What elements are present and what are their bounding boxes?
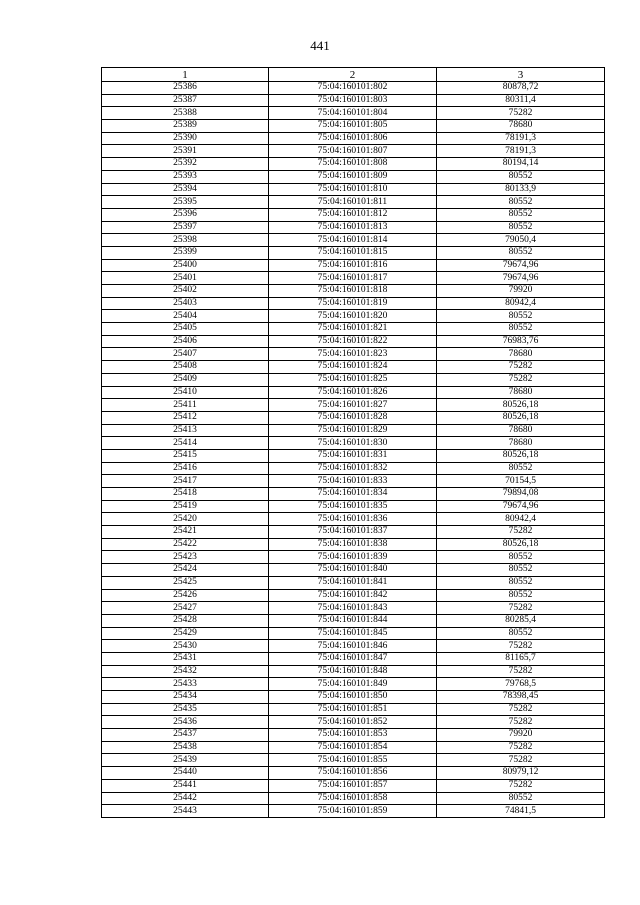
cadastral-number-cell: 75:04:160101:817 [269,272,437,285]
value-cell: 80552 [437,576,605,589]
row-number-cell: 25417 [102,475,269,488]
table-row [102,576,605,589]
table-row [102,94,605,107]
table-row [102,805,605,818]
value-cell: 81165,7 [437,652,605,665]
row-number-cell: 25436 [102,716,269,729]
table-row [102,462,605,475]
value-cell: 76983,76 [437,335,605,348]
row-number-cell: 25422 [102,538,269,551]
table-row [102,297,605,310]
table-row [102,145,605,158]
row-number-cell: 25407 [102,348,269,361]
cadastral-number-cell: 75:04:160101:827 [269,399,437,412]
column-header-2: 2 [269,68,437,82]
cadastral-number-cell: 75:04:160101:845 [269,627,437,640]
value-cell: 75282 [437,703,605,716]
cadastral-number-cell: 75:04:160101:809 [269,170,437,183]
row-number-cell: 25404 [102,310,269,323]
cadastral-number-cell: 75:04:160101:805 [269,120,437,133]
cadastral-number-cell: 75:04:160101:852 [269,716,437,729]
row-number-cell: 25405 [102,323,269,336]
row-number-cell: 25408 [102,361,269,374]
table-row [102,348,605,361]
row-number-cell: 25397 [102,221,269,234]
cadastral-number-cell: 75:04:160101:850 [269,691,437,704]
cadastral-number-cell: 75:04:160101:855 [269,754,437,767]
value-cell: 80526,18 [437,399,605,412]
table-row [102,500,605,513]
row-number-cell: 25426 [102,589,269,602]
value-cell: 78680 [437,120,605,133]
value-cell: 78680 [437,386,605,399]
row-number-cell: 25386 [102,82,269,95]
table-body [102,82,605,818]
row-number-cell: 25430 [102,640,269,653]
value-cell: 75282 [437,741,605,754]
cadastral-number-cell: 75:04:160101:806 [269,132,437,145]
column-header-3: 3 [437,68,605,82]
table-row [102,82,605,95]
value-cell: 75282 [437,361,605,374]
value-cell: 79920 [437,729,605,742]
table-row [102,132,605,145]
cadastral-number-cell: 75:04:160101:831 [269,449,437,462]
value-cell: 78680 [437,348,605,361]
row-number-cell: 25420 [102,513,269,526]
row-number-cell: 25423 [102,551,269,564]
value-cell: 79674,96 [437,259,605,272]
row-number-cell: 25439 [102,754,269,767]
row-number-cell: 25433 [102,678,269,691]
cadastral-number-cell: 75:04:160101:843 [269,602,437,615]
cadastral-number-cell: 75:04:160101:836 [269,513,437,526]
row-number-cell: 25416 [102,462,269,475]
cadastral-number-cell: 75:04:160101:838 [269,538,437,551]
row-number-cell: 25400 [102,259,269,272]
value-cell: 79674,96 [437,272,605,285]
cadastral-number-cell: 75:04:160101:823 [269,348,437,361]
value-cell: 78680 [437,437,605,450]
cadastral-number-cell: 75:04:160101:825 [269,373,437,386]
table-row [102,526,605,539]
value-cell: 78680 [437,424,605,437]
value-cell: 80552 [437,208,605,221]
row-number-cell: 25438 [102,741,269,754]
table-header [102,68,605,82]
cadastral-number-cell: 75:04:160101:837 [269,526,437,539]
value-cell: 75282 [437,526,605,539]
page-number: 441 [310,38,330,53]
row-number-cell: 25425 [102,576,269,589]
table-row [102,475,605,488]
table-row [102,449,605,462]
row-number-cell: 25406 [102,335,269,348]
cadastral-number-cell: 75:04:160101:858 [269,792,437,805]
value-cell: 80878,72 [437,82,605,95]
row-number-cell: 25391 [102,145,269,158]
row-number-cell: 25414 [102,437,269,450]
row-number-cell: 25434 [102,691,269,704]
table-row [102,259,605,272]
row-number-cell: 25401 [102,272,269,285]
value-cell: 79768,5 [437,678,605,691]
table-row [102,627,605,640]
cadastral-number-cell: 75:04:160101:826 [269,386,437,399]
table-row [102,792,605,805]
table-row [102,652,605,665]
value-cell: 75282 [437,665,605,678]
row-number-cell: 25437 [102,729,269,742]
column-header-1: 1 [102,68,269,82]
table-row [102,196,605,209]
table-row [102,678,605,691]
cadastral-number-cell: 75:04:160101:811 [269,196,437,209]
cadastral-number-cell: 75:04:160101:822 [269,335,437,348]
cadastral-number-cell: 75:04:160101:813 [269,221,437,234]
table-row [102,399,605,412]
value-cell: 75282 [437,716,605,729]
value-cell: 80552 [437,564,605,577]
table-row [102,767,605,780]
value-cell: 79674,96 [437,500,605,513]
row-number-cell: 25389 [102,120,269,133]
value-cell: 80133,9 [437,183,605,196]
row-number-cell: 25431 [102,652,269,665]
cadastral-number-cell: 75:04:160101:833 [269,475,437,488]
row-number-cell: 25441 [102,779,269,792]
cadastral-number-cell: 75:04:160101:804 [269,107,437,120]
value-cell: 80552 [437,462,605,475]
table-row [102,589,605,602]
row-number-cell: 25428 [102,614,269,627]
cadastral-number-cell: 75:04:160101:808 [269,158,437,171]
value-cell: 75282 [437,640,605,653]
cadastral-number-cell: 75:04:160101:842 [269,589,437,602]
value-cell: 80942,4 [437,297,605,310]
cadastral-number-cell: 75:04:160101:835 [269,500,437,513]
value-cell: 80526,18 [437,538,605,551]
value-cell: 75282 [437,779,605,792]
data-table [101,67,605,818]
value-cell: 79894,08 [437,488,605,501]
table-row [102,411,605,424]
row-number-cell: 25390 [102,132,269,145]
row-number-cell: 25418 [102,488,269,501]
table-row [102,373,605,386]
row-number-cell: 25440 [102,767,269,780]
table-row [102,361,605,374]
cadastral-number-cell: 75:04:160101:853 [269,729,437,742]
row-number-cell: 25432 [102,665,269,678]
table-row [102,246,605,259]
table-row [102,602,605,615]
row-number-cell: 25392 [102,158,269,171]
cadastral-number-cell: 75:04:160101:824 [269,361,437,374]
cadastral-number-cell: 75:04:160101:859 [269,805,437,818]
row-number-cell: 25387 [102,94,269,107]
table-row [102,208,605,221]
row-number-cell: 25393 [102,170,269,183]
cadastral-number-cell: 75:04:160101:841 [269,576,437,589]
row-number-cell: 25443 [102,805,269,818]
cadastral-number-cell: 75:04:160101:802 [269,82,437,95]
row-number-cell: 25442 [102,792,269,805]
cadastral-number-cell: 75:04:160101:846 [269,640,437,653]
cadastral-number-cell: 75:04:160101:815 [269,246,437,259]
table-row [102,488,605,501]
row-number-cell: 25412 [102,411,269,424]
cadastral-number-cell: 75:04:160101:810 [269,183,437,196]
cadastral-number-cell: 75:04:160101:812 [269,208,437,221]
table-row [102,564,605,577]
value-cell: 80552 [437,551,605,564]
table-row [102,272,605,285]
table-row [102,386,605,399]
table-row [102,716,605,729]
value-cell: 75282 [437,373,605,386]
value-cell: 80552 [437,627,605,640]
row-number-cell: 25403 [102,297,269,310]
table-row [102,754,605,767]
value-cell: 75282 [437,602,605,615]
table-row [102,424,605,437]
table-row [102,183,605,196]
value-cell: 80526,18 [437,449,605,462]
row-number-cell: 25399 [102,246,269,259]
row-number-cell: 25419 [102,500,269,513]
cadastral-number-cell: 75:04:160101:849 [269,678,437,691]
table-row [102,729,605,742]
table-row [102,614,605,627]
value-cell: 80979,12 [437,767,605,780]
header-row [102,68,605,82]
row-number-cell: 25402 [102,285,269,298]
row-number-cell: 25410 [102,386,269,399]
table-row [102,221,605,234]
table-row [102,323,605,336]
table-row [102,437,605,450]
table-row [102,538,605,551]
table-row [102,120,605,133]
cadastral-number-cell: 75:04:160101:818 [269,285,437,298]
cadastral-number-cell: 75:04:160101:839 [269,551,437,564]
value-cell: 75282 [437,107,605,120]
table-row [102,107,605,120]
row-number-cell: 25421 [102,526,269,539]
value-cell: 80552 [437,196,605,209]
table-row [102,691,605,704]
cadastral-number-cell: 75:04:160101:821 [269,323,437,336]
row-number-cell: 25396 [102,208,269,221]
value-cell: 79920 [437,285,605,298]
cadastral-number-cell: 75:04:160101:840 [269,564,437,577]
cadastral-number-cell: 75:04:160101:816 [269,259,437,272]
table-row [102,703,605,716]
cadastral-number-cell: 75:04:160101:819 [269,297,437,310]
table-row [102,310,605,323]
value-cell: 80552 [437,323,605,336]
table-row [102,158,605,171]
value-cell: 80552 [437,310,605,323]
cadastral-number-cell: 75:04:160101:844 [269,614,437,627]
row-number-cell: 25435 [102,703,269,716]
row-number-cell: 25411 [102,399,269,412]
cadastral-number-cell: 75:04:160101:834 [269,488,437,501]
table-row [102,741,605,754]
cadastral-number-cell: 75:04:160101:854 [269,741,437,754]
value-cell: 80552 [437,792,605,805]
row-number-cell: 25424 [102,564,269,577]
cadastral-number-cell: 75:04:160101:830 [269,437,437,450]
cadastral-number-cell: 75:04:160101:848 [269,665,437,678]
value-cell: 80285,4 [437,614,605,627]
cadastral-number-cell: 75:04:160101:820 [269,310,437,323]
cadastral-number-cell: 75:04:160101:807 [269,145,437,158]
row-number-cell: 25409 [102,373,269,386]
table-row [102,665,605,678]
value-cell: 80311,4 [437,94,605,107]
row-number-cell: 25398 [102,234,269,247]
value-cell: 74841,5 [437,805,605,818]
table-row [102,170,605,183]
cadastral-number-cell: 75:04:160101:847 [269,652,437,665]
table-row [102,551,605,564]
value-cell: 80526,18 [437,411,605,424]
row-number-cell: 25429 [102,627,269,640]
cadastral-number-cell: 75:04:160101:828 [269,411,437,424]
table-row [102,779,605,792]
table-row [102,285,605,298]
table-row [102,640,605,653]
value-cell: 78398,45 [437,691,605,704]
value-cell: 80942,4 [437,513,605,526]
row-number-cell: 25394 [102,183,269,196]
table-row [102,513,605,526]
value-cell: 80552 [437,170,605,183]
cadastral-number-cell: 75:04:160101:857 [269,779,437,792]
cadastral-number-cell: 75:04:160101:851 [269,703,437,716]
table-row [102,234,605,247]
value-cell: 78191,3 [437,145,605,158]
value-cell: 75282 [437,754,605,767]
value-cell: 80552 [437,221,605,234]
cadastral-number-cell: 75:04:160101:832 [269,462,437,475]
row-number-cell: 25427 [102,602,269,615]
value-cell: 70154,5 [437,475,605,488]
row-number-cell: 25415 [102,449,269,462]
cadastral-number-cell: 75:04:160101:829 [269,424,437,437]
cadastral-number-cell: 75:04:160101:856 [269,767,437,780]
cadastral-number-cell: 75:04:160101:803 [269,94,437,107]
row-number-cell: 25413 [102,424,269,437]
row-number-cell: 25395 [102,196,269,209]
cadastral-number-cell: 75:04:160101:814 [269,234,437,247]
table-row [102,335,605,348]
value-cell: 80552 [437,246,605,259]
row-number-cell: 25388 [102,107,269,120]
value-cell: 78191,3 [437,132,605,145]
value-cell: 80194,14 [437,158,605,171]
value-cell: 80552 [437,589,605,602]
value-cell: 79050,4 [437,234,605,247]
